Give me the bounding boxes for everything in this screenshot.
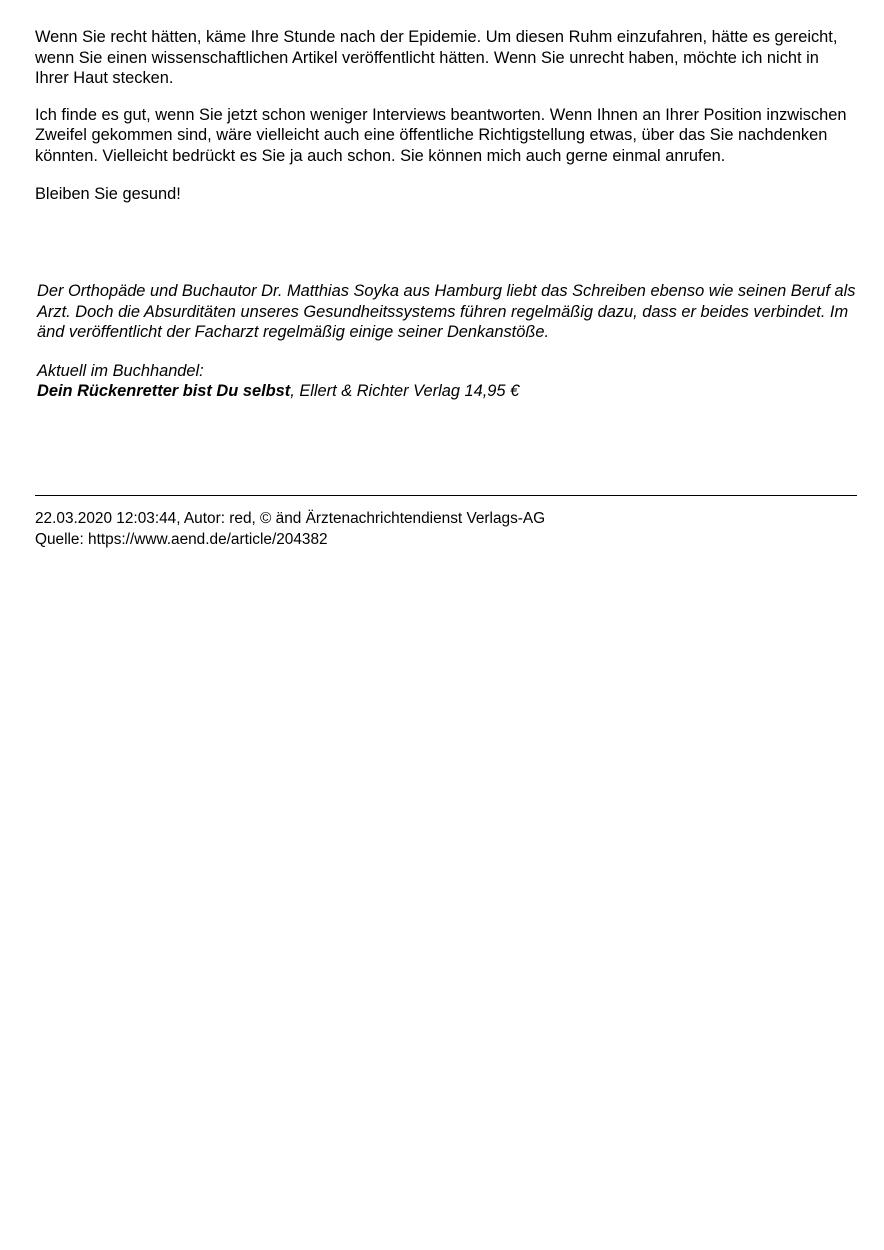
article-closing: Bleiben Sie gesund!: [35, 184, 181, 203]
footer-source: Quelle: https://www.aend.de/article/204382: [35, 530, 328, 548]
footer-meta: 22.03.2020 12:03:44, Autor: red, © änd Ärztenachrichtendienst Verlags-AG: [35, 510, 546, 527]
footer: [35, 509, 545, 550]
author-bio: [37, 281, 857, 402]
book-line: [37, 381, 857, 402]
book-intro: Aktuell im Buchhandel:: [37, 361, 204, 380]
article-body: [35, 27, 857, 204]
book-title: Dein Rückenretter bist Du selbst: [37, 382, 291, 401]
article-paragraph-2: Ich finde es gut, wenn Sie jetzt schon weniger Interviews beantworten. Wenn Ihnen an Ihrer Position inzwischen Zweifel gekommen sind, wäre vielleicht auch eine öffentliche Richtigstellung etwas, über das Sie nachdenken könnten. Vielleicht bedrückt es Sie ja auch schon. Sie können mich auch gerne einmal anrufen.: [35, 105, 847, 165]
article-paragraph-1: Wenn Sie recht hätten, käme Ihre Stunde nach der Epidemie. Um diesen Ruhm einzufahren, hätte es gereicht, wenn Sie einen wissenschaftlichen Artikel veröffentlicht hätten. Wenn Sie unrecht haben, möchte ich nicht in Ihrer Haut stecken.: [35, 28, 838, 88]
book-details: , Ellert & Richter Verlag 14,95 €: [290, 382, 520, 401]
author-bio-text: Der Orthopäde und Buchautor Dr. Matthias Soyka aus Hamburg liebt das Schreiben ebenso wie seinen Beruf als Arzt. Doch die Absurditäten unseres Gesundheitssystems führen regelmäßig dazu, dass er beides verbindet. Im änd veröffentlicht der Facharzt regelmäßig einige seiner Denkanstöße.: [37, 282, 856, 342]
footer-divider: [35, 495, 857, 496]
